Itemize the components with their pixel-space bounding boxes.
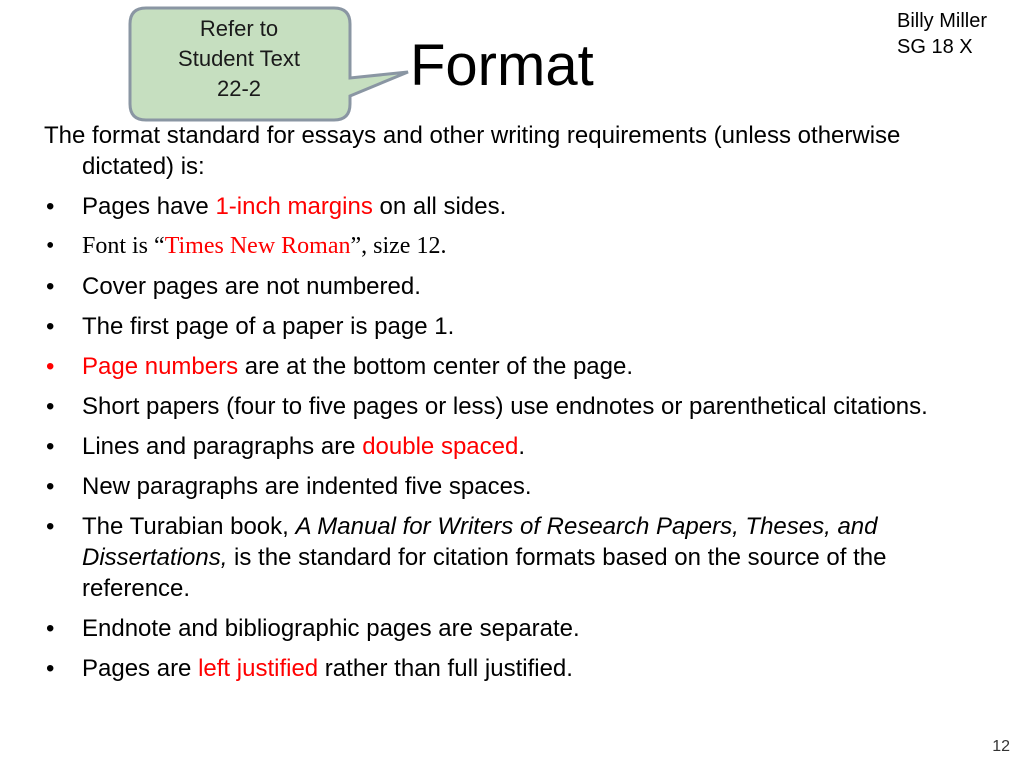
bullet-text: Lines and paragraphs are bbox=[82, 433, 363, 460]
callout-line: 22-2 bbox=[216, 76, 262, 101]
bullet-item bbox=[44, 613, 994, 644]
bullet-dot: • bbox=[46, 655, 55, 682]
bullet-item bbox=[44, 391, 994, 422]
bullet-dot: • bbox=[46, 513, 55, 540]
bullet-text: Pages have bbox=[82, 193, 216, 220]
bullet-item bbox=[44, 471, 994, 502]
highlight-text: Times New Roman bbox=[164, 233, 351, 259]
callout-text bbox=[136, 14, 342, 104]
bullet-text: ”, size 12. bbox=[350, 233, 447, 259]
highlight-text: double spaced bbox=[362, 433, 519, 460]
bullet-item bbox=[44, 191, 994, 222]
bullet-text: Cover pages are not numbered. bbox=[82, 273, 421, 300]
bullet-dot: • bbox=[46, 433, 55, 460]
bullet-dot: • bbox=[46, 193, 55, 220]
bullet-text: The Turabian book, bbox=[82, 513, 296, 540]
bullet-dot: • bbox=[46, 233, 55, 259]
slide-body bbox=[44, 120, 994, 693]
bullet-item bbox=[44, 311, 994, 342]
bullet-item bbox=[44, 431, 994, 462]
bullet-text: rather than full justified. bbox=[318, 655, 573, 682]
bullet-dot: • bbox=[46, 615, 55, 642]
bullet-item bbox=[44, 511, 994, 604]
highlight-text: left justified bbox=[198, 655, 319, 682]
author-name: Billy Miller bbox=[897, 10, 987, 32]
bullet-text: New paragraphs are indented five spaces. bbox=[82, 473, 532, 500]
bullet-item bbox=[44, 653, 994, 684]
page-number: 12 bbox=[992, 738, 1010, 755]
bullet-item bbox=[44, 231, 994, 262]
bullet-text: on all sides. bbox=[372, 193, 507, 220]
bullet-text: . bbox=[518, 433, 526, 460]
bullet-text: Font is “ bbox=[82, 233, 165, 259]
bullet-text: The first page of a paper is page 1. bbox=[82, 313, 455, 340]
bullet-text: Endnote and bibliographic pages are separate. bbox=[82, 615, 580, 642]
callout-line: Student Text bbox=[178, 46, 300, 71]
bullet-text: is the standard for citation formats based on the source of the reference. bbox=[82, 544, 887, 602]
book-title: A Manual for Writers of Research Papers, Theses, and Dissertations, bbox=[82, 513, 878, 571]
bullet-list bbox=[44, 191, 994, 684]
bullet-dot: • bbox=[46, 473, 55, 500]
bullet-dot: • bbox=[46, 393, 55, 420]
highlight-text: 1-inch margins bbox=[215, 193, 373, 220]
bullet-text: are at the bottom center of the page. bbox=[238, 353, 634, 380]
highlight-text: Page numbers bbox=[82, 353, 239, 380]
bullet-item bbox=[44, 271, 994, 302]
intro-text: The format standard for essays and other writing requirements (unless otherwise dictated) is: bbox=[44, 122, 901, 180]
bullet-text: Pages are bbox=[82, 655, 199, 682]
slide-title: Format bbox=[410, 33, 594, 98]
bullet-item bbox=[44, 351, 994, 382]
author-group: SG 18 X bbox=[897, 36, 973, 58]
callout-line: Refer to bbox=[199, 16, 279, 41]
bullet-dot: • bbox=[46, 313, 55, 340]
author-block bbox=[897, 8, 987, 60]
bullet-dot: • bbox=[46, 353, 55, 380]
bullet-dot: • bbox=[46, 273, 55, 300]
bullet-text: Short papers (four to five pages or less) use endnotes or parenthetical citations. bbox=[82, 393, 928, 420]
